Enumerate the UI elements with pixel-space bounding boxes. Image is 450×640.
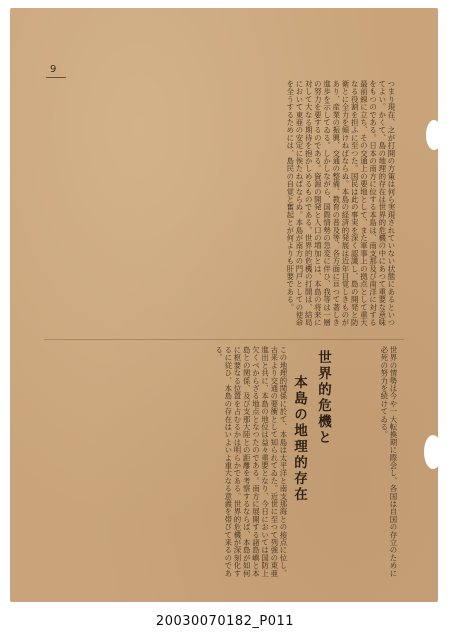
page-number-rule [46,77,66,78]
article-headline-line2: 本島の地理的存在 [291,375,307,503]
page-damage-hole [426,120,442,150]
image-caption: 20030070182_P011 [155,614,295,629]
body-text-top: つまり現在、之が打開の方策は何ら実現されていない状態にあるといつてよい。かくて、島の地理的存在は世界的危機の中にあつて重要な意味をもつのである。日本の南方に位する本島は、南支那及び南洋に対する最前線に立ち、その交通上の要地として、また軍事上の拠点として重大なる役割を担ふに至つた。国民は此の事実を深く認識し、島の開発と防衛とに全力を傾けねばならぬ。本島の経済的発展は近年目覚しきものがあり、産業の振興、交通の整備、教育の普及等、各方面に亘つて著しき進歩を示してゐる。しかしながら、国際情勢の急変に伴ひ、我等は一層の努力を要するのである。資源の開発と人口の増加とは、本島の将来に対して大なる期待を抱かしめるものである。世界的危機の打開は、結局において東亜の安定に俟たねばならぬ。本島が南方の門戸としての使命を全うするためには、島民の自覚と奮起とが何よりも肝要である。 [285,80,396,327]
section-divider [44,339,404,340]
body-text-bottom: この地理的関係に於て、本島は太平洋と南支那海との接点に位し、古来より交通の要衝として知られてゐた。近世に至つて列強の東亜進出と共に、本島の地位は益々重要となり、今日においては国防上欠くべからざる地点となつたのである。南方に展開する諸島嶼と本島との関係、及び支那大陸との距離を考察するならば、本島が如何に枢要なる位置を占むるかは明らかである。世界的危機が深刻化するに従ひ、本島の存在はいよいよ重大なる意義を帯びて来るのである。 [214,346,288,577]
body-text-right: 世界の情勢は今や一大転換期に際会し、各国は自国の存立のために必死の努力を続けてゐる。 [379,346,398,577]
article-headline-line1: 世界的危機と [315,350,331,446]
page-number: 9 [50,64,58,75]
page-damage-hole [424,435,442,469]
